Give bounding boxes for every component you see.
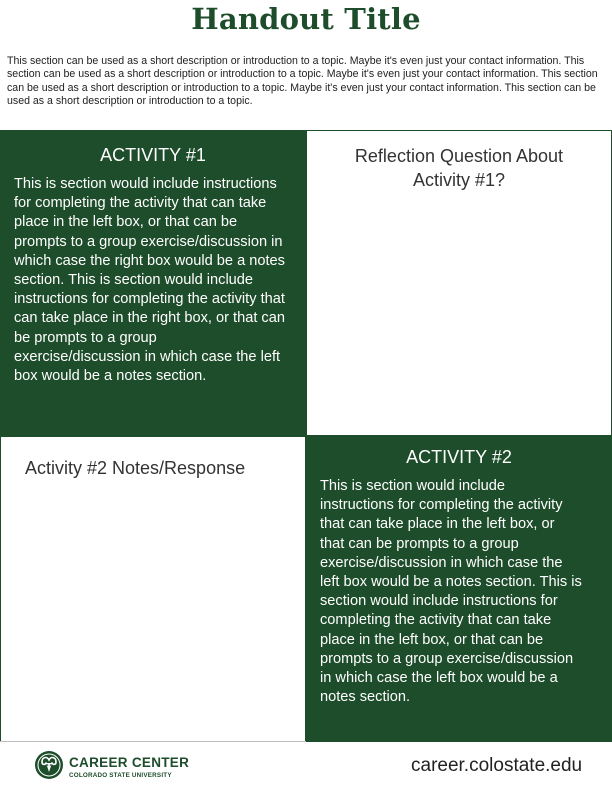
logo-title: CAREER CENTER bbox=[69, 755, 190, 770]
activity-1-instructions: This is section would include instructions for completing the activity that can take place in the left box, or that can be prompts to a group exercise/discussion in which case the right box would be a notes section. This is section would include instructions for completing the activity that can take place in the right box, or that can be prompts to a group exercise/discussion in which case the left box would be a notes section. bbox=[14, 176, 285, 385]
footer-divider bbox=[0, 741, 306, 742]
website-url: career.colostate.edu bbox=[411, 755, 583, 776]
reflection-1-panel bbox=[306, 130, 612, 436]
csu-ram-icon bbox=[34, 750, 64, 780]
activity-2-notes-panel bbox=[0, 436, 306, 742]
career-center-logo bbox=[34, 750, 214, 784]
activity-2-instructions: This is section would include instructions for completing the activity that can take place in the left box, or that can be prompts to a group exercise/discussion in which case the left box would be a notes section. This is section would include instructions for completing the activity that can take place in the left box, or that can be prompts to a group exercise/discussion in which case the left box would be a notes section. bbox=[320, 478, 582, 706]
page-title: Handout Title bbox=[191, 2, 421, 36]
reflection-1-heading: Reflection Question About Activity #1? bbox=[354, 146, 564, 190]
activity-1-heading: ACTIVITY #1 bbox=[100, 145, 206, 165]
activity-2-notes-heading: Activity #2 Notes/Response bbox=[25, 458, 246, 478]
activity-1-panel bbox=[0, 130, 306, 436]
intro-text: This section can be used as a short description or introduction to a topic. Maybe it's even just your contact information. This section can be used as a short description or introduction to a topic. Maybe it's even just your contact information. This section can be used as a short description or introduction to a topic. Maybe it's even just your contact information. This section can be used as a short description or introduction to a topic. bbox=[7, 55, 598, 108]
logo-subtitle: COLORADO STATE UNIVERSITY bbox=[69, 772, 172, 779]
activity-2-panel bbox=[306, 436, 612, 742]
activity-2-heading: ACTIVITY #2 bbox=[406, 447, 512, 467]
